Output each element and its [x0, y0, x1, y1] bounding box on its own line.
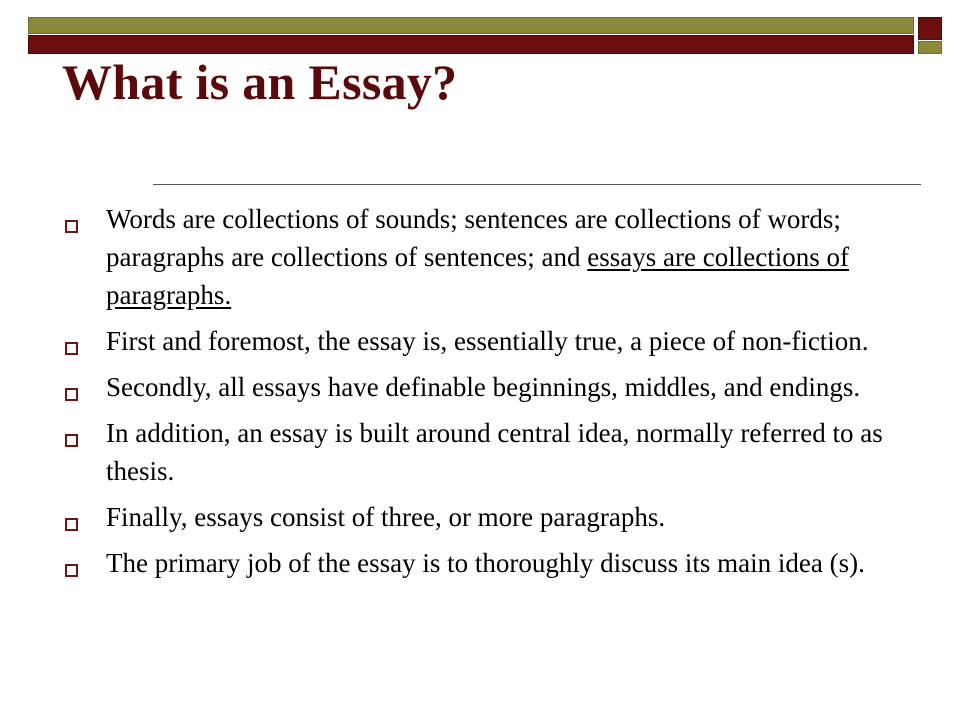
bullet-text: Secondly, all essays have definable beginnings, middles, and endings.: [106, 372, 861, 402]
hollow-square-icon: [65, 518, 78, 531]
hollow-square-icon: [65, 388, 78, 401]
bullet-text: Finally, essays consist of three, or more paragraphs.: [106, 502, 666, 532]
hollow-square-icon: [65, 342, 78, 355]
bullet-text: Words are collections of sounds; sentences are collections of words; paragraphs are collections of sentences; and: [106, 204, 841, 272]
bullet-item: [0, 544, 960, 582]
bullet-text: First and foremost, the essay is, essentially true, a piece of non-fiction.: [106, 326, 869, 356]
bullet-text: The primary job of the essay is to thoroughly discuss its main idea (s).: [106, 548, 865, 578]
bullet-list: [0, 200, 960, 590]
bullet-text: In addition, an essay is built around central idea, normally referred to as thesis.: [106, 418, 883, 486]
bullet-item: [0, 322, 960, 360]
bullet-item: [0, 414, 960, 490]
corner-olive-square: [918, 41, 942, 54]
title-divider: [153, 184, 921, 185]
hollow-square-icon: [65, 220, 78, 233]
bullet-item: [0, 200, 960, 314]
slide-title: What is an Essay?: [62, 54, 458, 110]
bullet-underlined-text: essays are collections of paragraphs.: [106, 242, 849, 310]
hollow-square-icon: [65, 434, 78, 447]
bullet-item: [0, 368, 960, 406]
hollow-square-icon: [65, 564, 78, 577]
corner-maroon-square: [918, 17, 942, 40]
header-olive-bar: [28, 17, 914, 34]
bullet-item: [0, 498, 960, 536]
